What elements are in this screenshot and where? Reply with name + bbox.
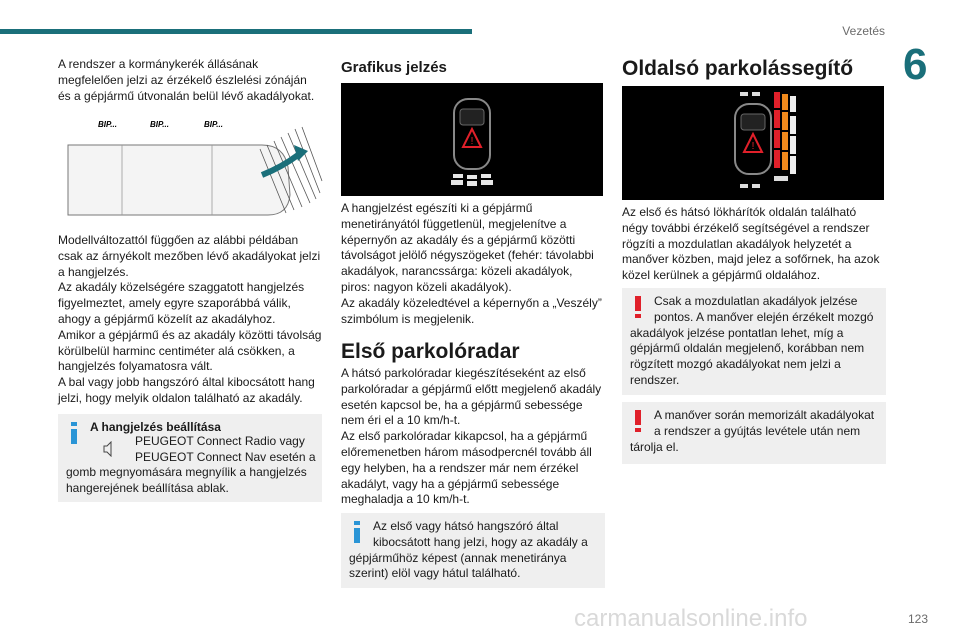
paragraph: Az akadály közeledtével a képernyőn a „Veszély” szimbólum is megjelenik. [341, 295, 602, 326]
note-title: A hangjelzés beállítása [90, 420, 221, 434]
paragraph: Az első és hátsó lökhárítók oldalán található négy további érzékelő segítségével a rendszer rögzíti a mozdulatlan akadályok helyzetét a manőver közben, majd jelez a sofőrnek, ha azok közel kerülnek a gépjármű oldalához. [622, 205, 880, 283]
paragraph: Az első parkolóradar kikapcsol, ha a gépjármű előremenetben három másodpercnél tovább áll egy helyben, ha a rendszer már nem érzékel akadályt, vagy ha a gépjármű sebessége meghaladja a 10 km/h-t. [341, 429, 592, 507]
speaker-icon [102, 441, 118, 457]
body-text [341, 201, 605, 327]
intro-paragraph: A rendszer a kormánykerék állásának megfelelően jelzi az érzékelő észlelési zónáján és a gépjármű útvonalán belül lévő akadályokat. [58, 57, 315, 103]
note-text-line: Csak a mozdulatlan akadályok jelzése [654, 294, 858, 308]
side-parking-image [622, 86, 884, 200]
info-icon [353, 521, 361, 543]
svg-text:!: ! [751, 141, 755, 152]
parking-illustration [62, 115, 324, 220]
page-number: 123 [907, 612, 928, 626]
note-text-line: PEUGEOT Connect Nav esetén a [135, 450, 316, 464]
warning-icon [634, 296, 642, 318]
paragraph: A hangjelzést egészíti ki a gépjármű menetirányától függetlenül, megjelenítve a képernyőn az akadály és a gépjármű közötti távolságot jelölő négyszögeket (fehér: távolabbi akadályok, narancssárga: közeli akadályok, piros: nagyon közeli akadályok). [341, 201, 594, 294]
header-accent-bar [0, 29, 472, 34]
paragraph: A bal vagy jobb hangszóró által kibocsátott hang jelzi, hogy melyik oldalon található az akadály. [58, 375, 315, 405]
paragraph: Modellváltozattól függően az alábbi példában csak az árnyékolt mezőben lévő akadályokat jelzi a hangjelzés. [58, 233, 321, 279]
bip-label: BIP... [150, 120, 169, 129]
note-text: gomb megnyomására megnyílik a hangjelzés hangerejének beállítása ablak. [66, 465, 307, 495]
side-parking-graphic [622, 86, 884, 200]
van-sensor-illustration [62, 115, 324, 220]
paragraph: Amikor a gépjármű és az akadály közötti távolság körülbelül harminc centiméter alá csökken, a hangjelzés folyamatosra vált. [58, 327, 322, 374]
section-title: Vezetés [842, 24, 885, 38]
note-text: pontos. A manőver elején érzékelt mozgó akadályok jelzése pontatlan lehet, míg a gépjármű oldalán megjelenő, korábban nem rögzített mozgó akadályokat nem jelzi a rendszer. [630, 309, 874, 387]
note-text-line: PEUGEOT Connect Radio vagy [135, 434, 305, 448]
info-note [58, 414, 322, 502]
warning-icon [634, 410, 642, 432]
heading-front-radar: Első parkolóradar [341, 340, 520, 363]
warning-note [622, 288, 886, 395]
note-text-line: Az első vagy hátsó hangszóró által [373, 519, 559, 533]
note-text: kibocsátott hang jelzi, hogy az akadály a gépjárműhöz képest (annak menetiránya szerint) elöl vagy hátul található. [349, 534, 588, 581]
note-text-line: A manőver során memorizált akadályokat [654, 408, 875, 422]
note-speaker-row [90, 434, 314, 465]
graphic-display-image [341, 83, 603, 196]
watermark: carmanualsonline.info [574, 605, 808, 632]
chapter-number: 6 [903, 40, 928, 89]
paragraph: A hátsó parkolóradar kiegészítéseként az első parkolóradar a gépjármű előtt megjelenő akadály esetén kapcsol be, ha a gépjármű sebessége nem éri el a 10 km/h-t. [341, 366, 602, 428]
bip-label: BIP... [204, 120, 223, 129]
info-note [341, 513, 605, 588]
parking-display-graphic [341, 83, 603, 196]
heading-side-parking: Oldalsó parkolássegítő [622, 57, 854, 80]
body-text [58, 233, 322, 407]
paragraph: Az akadály közelségére szaggatott hangjelzés figyelmeztet, amely egyre szaporábbá válik, ahogy a gépjármű közelít az akadályhoz. [58, 280, 305, 326]
warning-note [622, 402, 886, 464]
note-text: a rendszer a gyújtás levétele után nem tárolja el. [630, 423, 861, 454]
heading-graphic-signal: Grafikus jelzés [341, 59, 447, 76]
body-text [341, 366, 605, 508]
svg-text:!: ! [470, 136, 474, 147]
bip-label: BIP... [98, 120, 117, 129]
info-icon [70, 422, 78, 444]
